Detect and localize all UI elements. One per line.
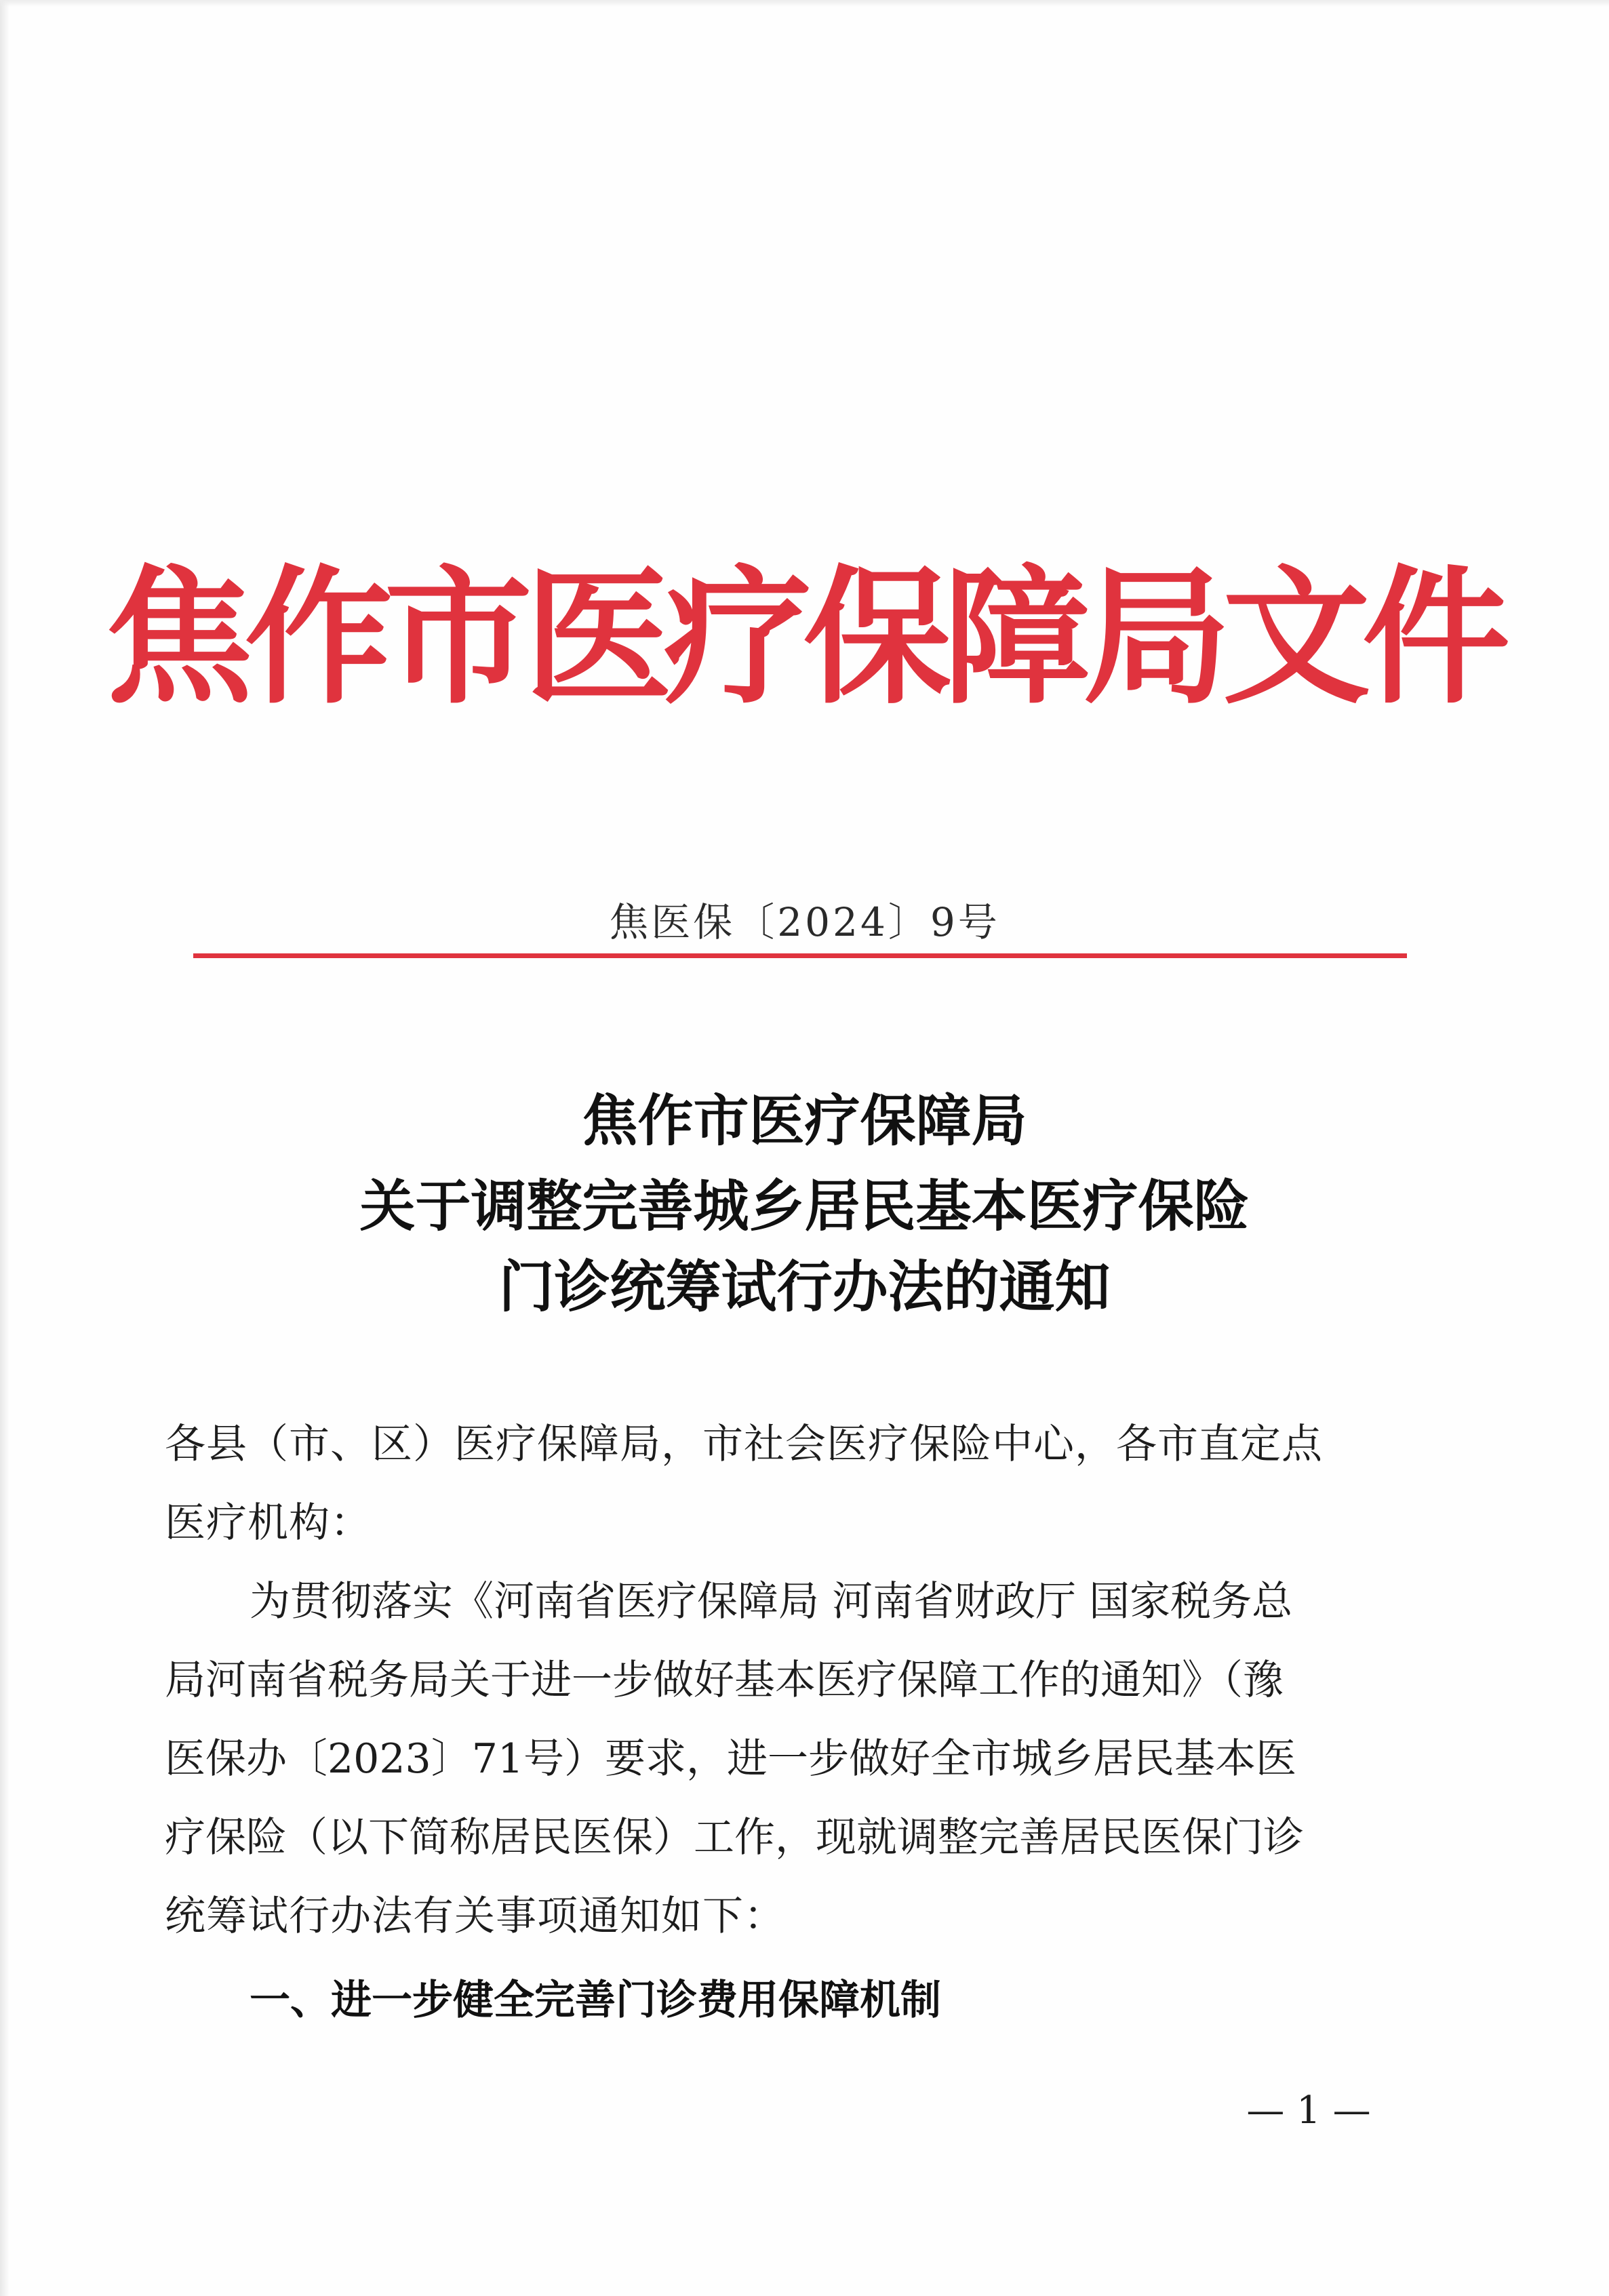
paragraph-1-line-3: 医保办〔2023〕71号）要求，进一步做好全市城乡居民基本医 [165, 1735, 1297, 1783]
paragraph-1-line-4: 疗保险（以下简称居民医保）工作，现就调整完善居民医保门诊 [165, 1814, 1304, 1861]
paragraph-1-line-2: 局河南省税务局关于进一步做好基本医疗保障工作的通知》（豫 [165, 1657, 1284, 1704]
red-divider-rule [193, 953, 1407, 958]
notice-title-line-1: 焦作市医疗保障局 [582, 1088, 1027, 1153]
paragraph-1-line-1: 为贯彻落实《河南省医疗保障局 河南省财政厅 国家税务总 [250, 1578, 1293, 1625]
scan-edge-shadow-top [0, 0, 1609, 7]
notice-title-line-2: 关于调整完善城乡居民基本医疗保险 [359, 1174, 1250, 1239]
addressee-line-2: 医疗机构： [165, 1499, 372, 1547]
document-number: 焦医保〔2024〕9号 [609, 899, 1000, 945]
paragraph-1-line-5: 统筹试行办法有关事项通知如下： [165, 1893, 785, 1940]
addressee-line-1: 各县（市、区）医疗保障局，市社会医疗保险中心，各市直定点 [165, 1421, 1323, 1468]
section-heading-1: 一、进一步健全完善门诊费用保障机制 [250, 1977, 941, 2024]
notice-title-line-3: 门诊统筹试行办法的通知 [498, 1254, 1111, 1320]
masthead-title: 焦作市医疗保障局文件 [105, 551, 1502, 724]
page-number: — 1 — [1246, 2089, 1371, 2133]
